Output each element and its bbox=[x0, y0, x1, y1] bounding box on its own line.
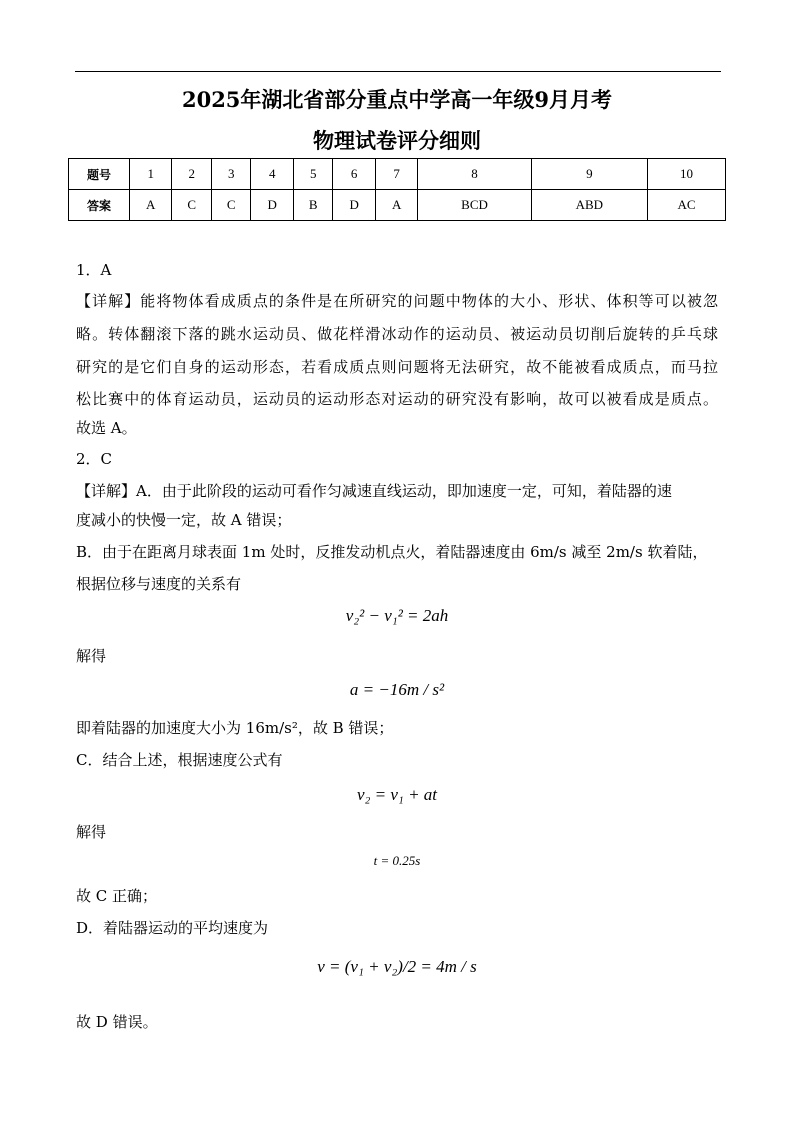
title-line-2: 物理试卷评分细则 bbox=[313, 128, 481, 153]
table-row-numbers bbox=[69, 159, 726, 190]
q2-line: 度减小的快慢一定，故 A 错误； bbox=[76, 511, 292, 529]
q2-heading: 2．C bbox=[76, 450, 113, 468]
table-cell: 8 bbox=[418, 159, 531, 190]
table-cell: D bbox=[251, 190, 293, 221]
table-cell: A bbox=[130, 190, 172, 221]
header-rule bbox=[75, 71, 721, 72]
q1-line: 研究的是它们自身的运动形态，若看成质点则问题将无法研究，故不能被看成质点，而马拉 bbox=[76, 358, 718, 376]
table-cell: 2 bbox=[172, 159, 212, 190]
q2-line: 根据位移与速度的关系有 bbox=[76, 575, 242, 593]
q2-line: 即着陆器的加速度大小为 16m/s²，故 B 错误； bbox=[76, 719, 394, 737]
table-row-answers bbox=[69, 190, 726, 221]
table-cell: C bbox=[172, 190, 212, 221]
table-cell: 5 bbox=[293, 159, 333, 190]
table-cell: B bbox=[293, 190, 333, 221]
table-cell: 3 bbox=[211, 159, 251, 190]
equation-2: a = −16m / s² bbox=[349, 680, 445, 699]
answer-table bbox=[68, 158, 726, 221]
table-cell: C bbox=[211, 190, 251, 221]
table-cell: BCD bbox=[418, 190, 531, 221]
q1-line: 略。转体翻滚下落的跳水运动员、做花样滑冰动作的运动员、被运动员切削后旋转的乒乓球 bbox=[76, 325, 718, 343]
equation-5: v = (v₁ + v₂)/2 = 4m / s bbox=[317, 957, 477, 976]
title-line-1: 2025年湖北省部分重点中学高一年级9月月考 bbox=[181, 87, 613, 112]
q2-line: D．着陆器运动的平均速度为 bbox=[76, 919, 269, 937]
q2-line: 故 C 正确； bbox=[76, 887, 158, 905]
q2-line: C．结合上述，根据速度公式有 bbox=[76, 751, 283, 769]
table-cell: 7 bbox=[375, 159, 417, 190]
q1-heading: 1．A bbox=[76, 261, 112, 279]
table-cell: 9 bbox=[531, 159, 647, 190]
q2-line: B．由于在距离月球表面 1m 处时，反推发动机点火，着陆器速度由 6m/s 减至 2m/s 软着陆， bbox=[76, 543, 708, 561]
header-cell: 题号 bbox=[69, 159, 130, 190]
q1-line: 【详解】能将物体看成质点的条件是在所研究的问题中物体的大小、形状、体积等可以被忽 bbox=[76, 292, 718, 310]
table-cell: 10 bbox=[647, 159, 725, 190]
table-cell: ABD bbox=[531, 190, 647, 221]
table-cell: D bbox=[333, 190, 375, 221]
table-cell: 4 bbox=[251, 159, 293, 190]
table-cell: AC bbox=[647, 190, 725, 221]
q2-line: 故 D 错误。 bbox=[76, 1013, 158, 1031]
q2-line: 解得 bbox=[76, 823, 107, 841]
table-cell: A bbox=[375, 190, 417, 221]
equation-4: t = 0.25s bbox=[373, 853, 421, 868]
header-cell: 答案 bbox=[69, 190, 130, 221]
q2-line: 【详解】A．由于此阶段的运动可看作匀减速直线运动，即加速度一定，可知，着陆器的速 bbox=[76, 482, 672, 500]
table-cell: 6 bbox=[333, 159, 375, 190]
table-cell: 1 bbox=[130, 159, 172, 190]
q1-line: 松比赛中的体育运动员，运动员的运动形态对运动的研究没有影响，故可以被看成是质点。 bbox=[76, 390, 718, 408]
equation-1: v₂² − v₁² = 2ah bbox=[345, 606, 449, 625]
q1-line: 故选 A。 bbox=[76, 419, 137, 437]
equation-3: v₂ = v₁ + at bbox=[356, 785, 438, 804]
q2-line: 解得 bbox=[76, 647, 107, 665]
